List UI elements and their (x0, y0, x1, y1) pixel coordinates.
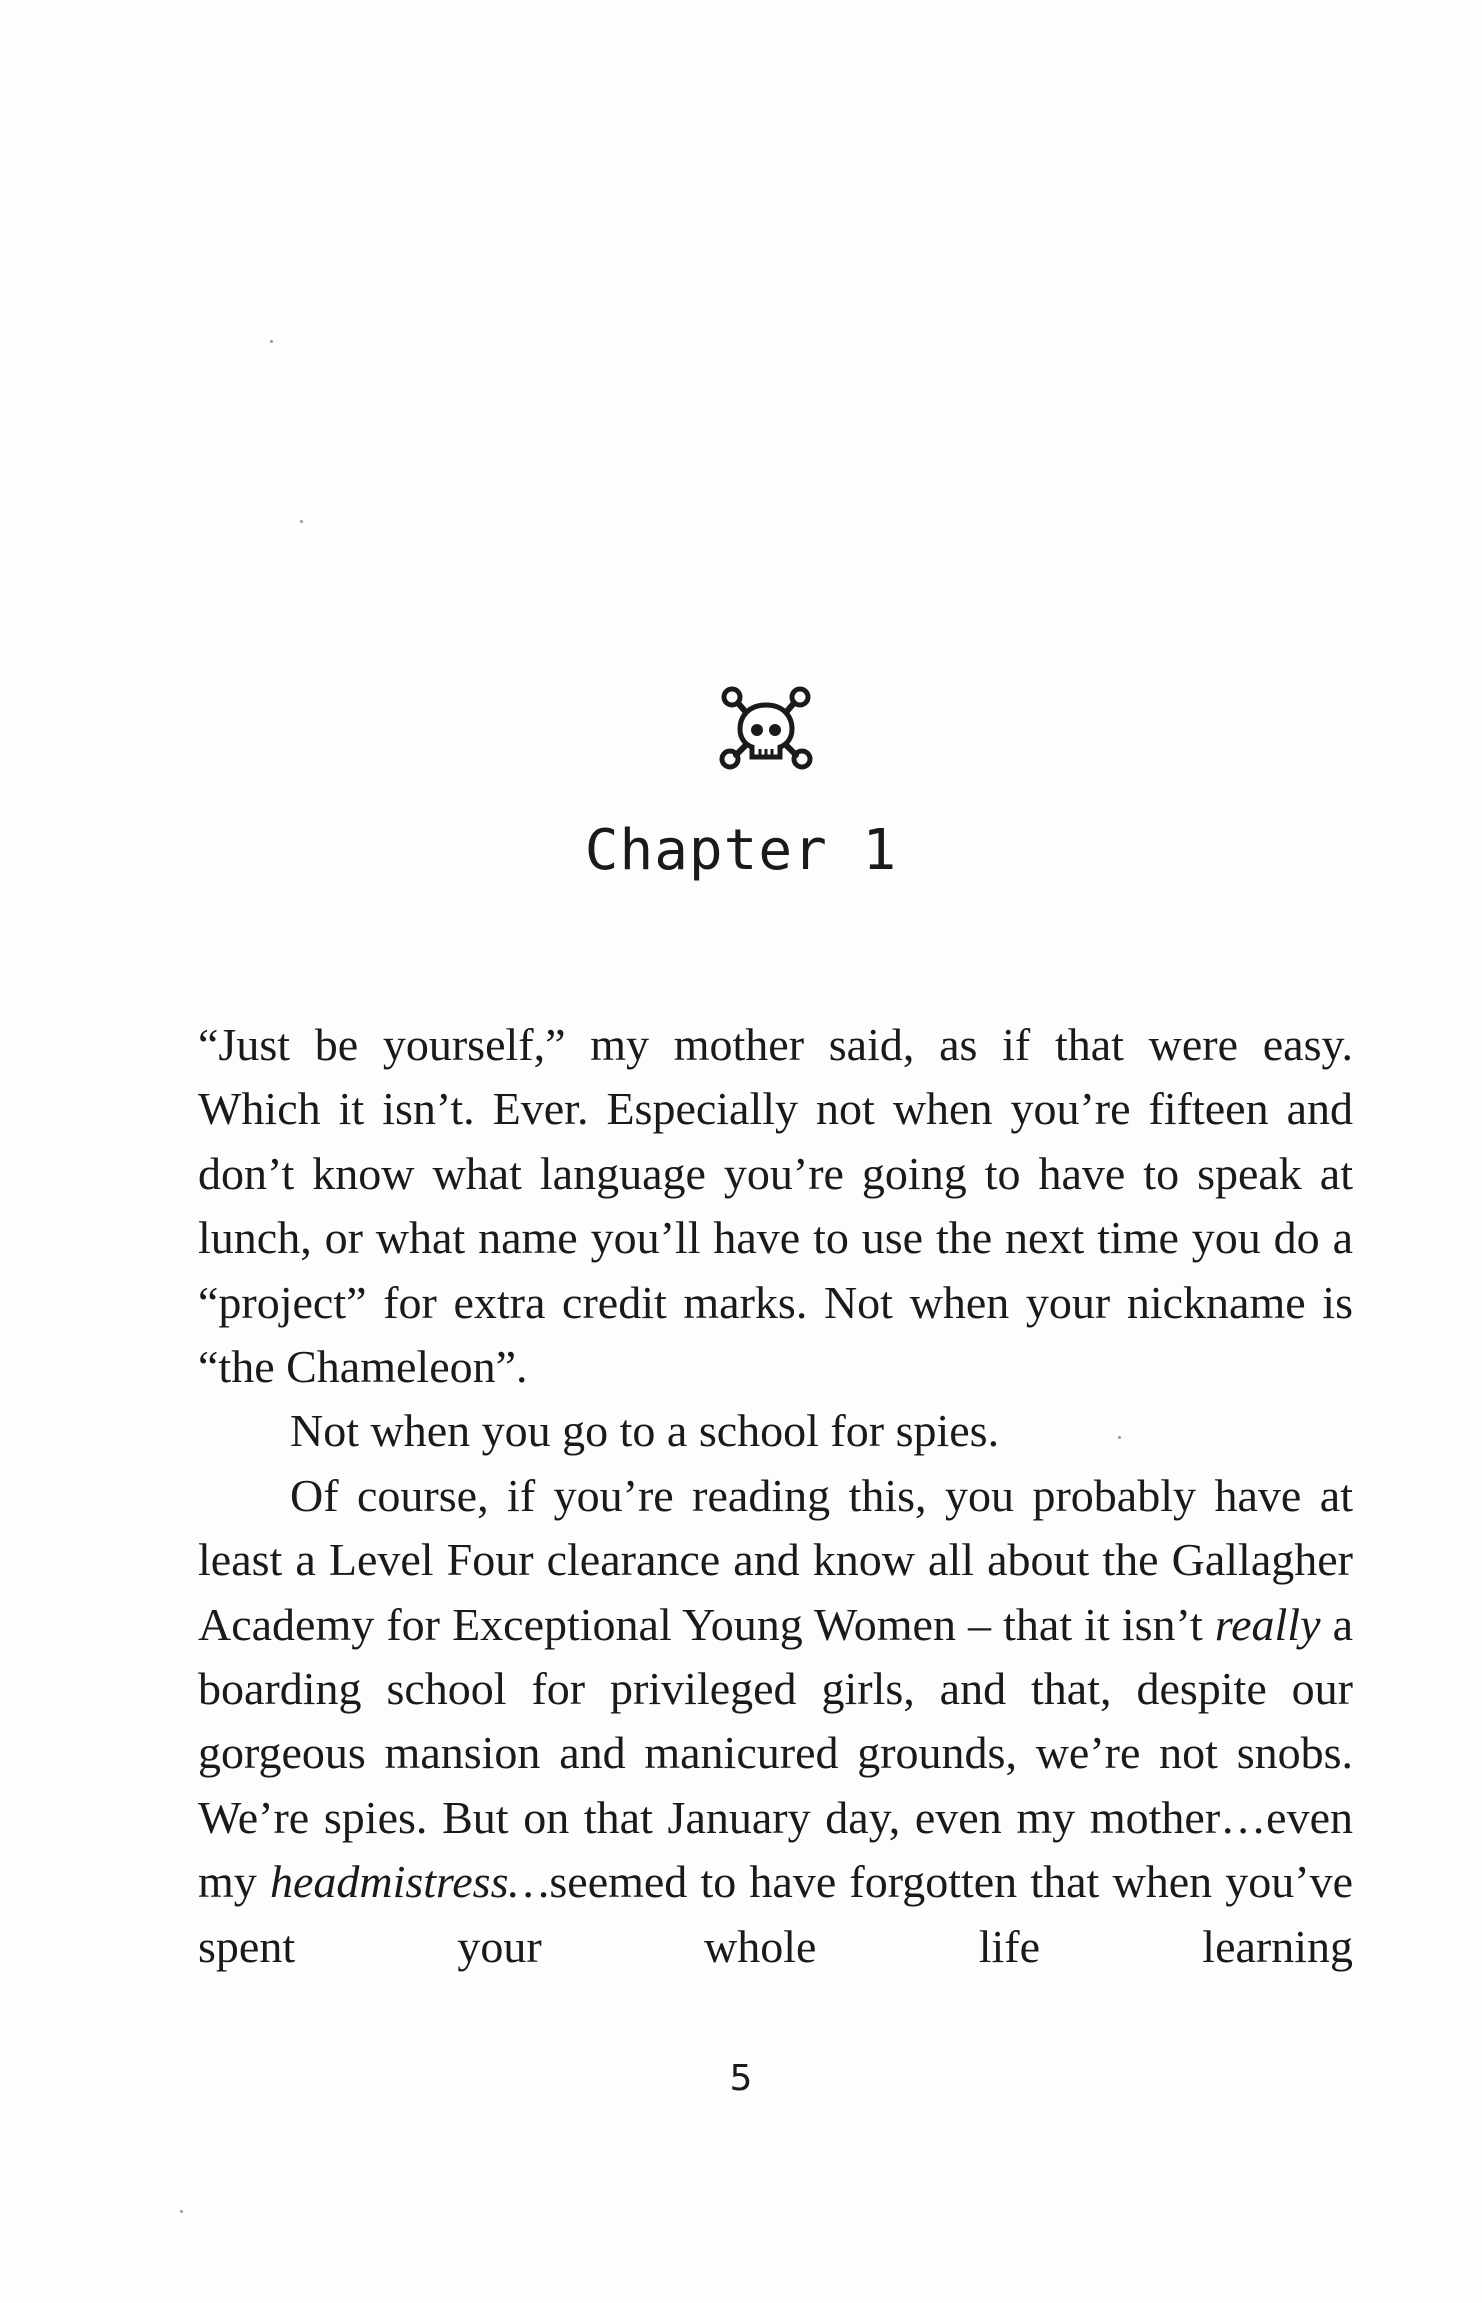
italic-text-segment: really (1214, 1598, 1321, 1650)
text-segment: Of course, if you’re reading this, you probably have at least a Level Four clearance and know all about the Gallagher Academy for Exceptional Young Women – that it isn’t (198, 1469, 1353, 1650)
skull-and-crossbones-icon (716, 683, 816, 771)
page-number: 5 (729, 2058, 753, 2099)
paper-speck (300, 520, 303, 523)
paragraph (198, 1464, 1353, 1979)
italic-text-segment: headmistress… (269, 1856, 550, 1908)
text-segment: “Just be yourself,” my mother said, as if that were easy. Which it isn’t. Ever. Especially not when you’re fifteen and don’t know what language you’re going to have to speak at lunch, or what name you’ll have to use the next time you do a “project” for extra credit marks. Not when your nickname is “the Chameleon”. (198, 1019, 1353, 1393)
chapter-body (198, 1013, 1353, 1979)
text-segment: Not when you go to a school for spies. (290, 1405, 1000, 1457)
text-segment: seemed to have forgotten that when you’ve spent your whole life learning (198, 1856, 1354, 1972)
chapter-title: Chapter 1 (584, 818, 898, 883)
paper-speck (270, 340, 273, 343)
paragraph (198, 1399, 1353, 1463)
paragraph (198, 1013, 1353, 1399)
paper-speck (180, 2210, 183, 2213)
text-segment: a boarding school for privileged girls, and that, despite our gorgeous mansion and manicured grounds, we’re not snobs. We’re spies. But on that January day, even my mother…even my (198, 1598, 1353, 1908)
